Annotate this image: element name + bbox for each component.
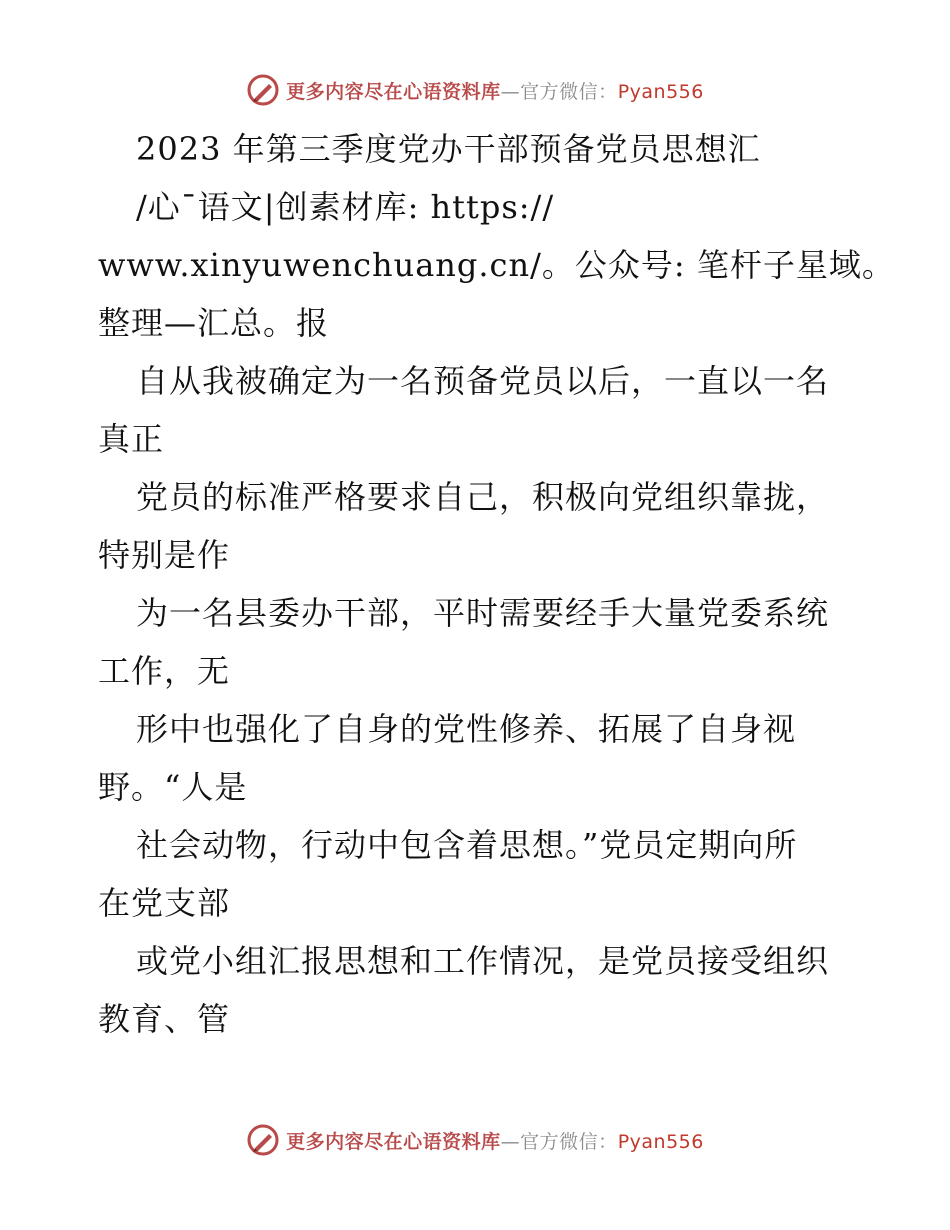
text-line: 真正 (98, 420, 165, 458)
footer-banner (0, 1120, 950, 1160)
header-banner (0, 70, 950, 110)
pen-logo-icon (246, 1123, 280, 1157)
banner-text: 更多内容尽在心语资料库—官方微信：Pyan556 (286, 1130, 704, 1153)
text-line: 野。“人是 (98, 768, 248, 806)
text-line: 党员的标准严格要求自己，积极向党组织靠拢， (136, 478, 830, 516)
pen-logo-icon (246, 73, 280, 107)
title-line: 2023 年第三季度党办干部预备党员思想汇 (136, 130, 761, 168)
text-line: 在党支部 (98, 884, 231, 922)
text-line: 教育、管 (98, 1000, 231, 1038)
document-body (98, 120, 895, 1048)
text-line: 工作，无 (98, 652, 231, 690)
text-line: 特别是作 (98, 536, 231, 574)
banner-text: 更多内容尽在心语资料库—官方微信：Pyan556 (286, 80, 704, 103)
text-line: /心¯语文|创素材库: https:// (136, 188, 555, 226)
text-line: 自从我被确定为一名预备党员以后，一直以一名 (136, 362, 830, 400)
text-line: www.xinyuwenchuang.cn/。公众号: 笔杆子星域。 (98, 246, 895, 284)
text-line: 或党小组汇报思想和工作情况，是党员接受组织 (136, 942, 830, 980)
text-line: 社会动物，行动中包含着思想。”党员定期向所 (136, 826, 798, 864)
text-line: 为一名县委办干部，平时需要经手大量党委系统 (136, 594, 830, 632)
text-line: 整理—汇总。报 (98, 304, 330, 342)
text-line: 形中也强化了自身的党性修养、拓展了自身视 (136, 710, 797, 748)
